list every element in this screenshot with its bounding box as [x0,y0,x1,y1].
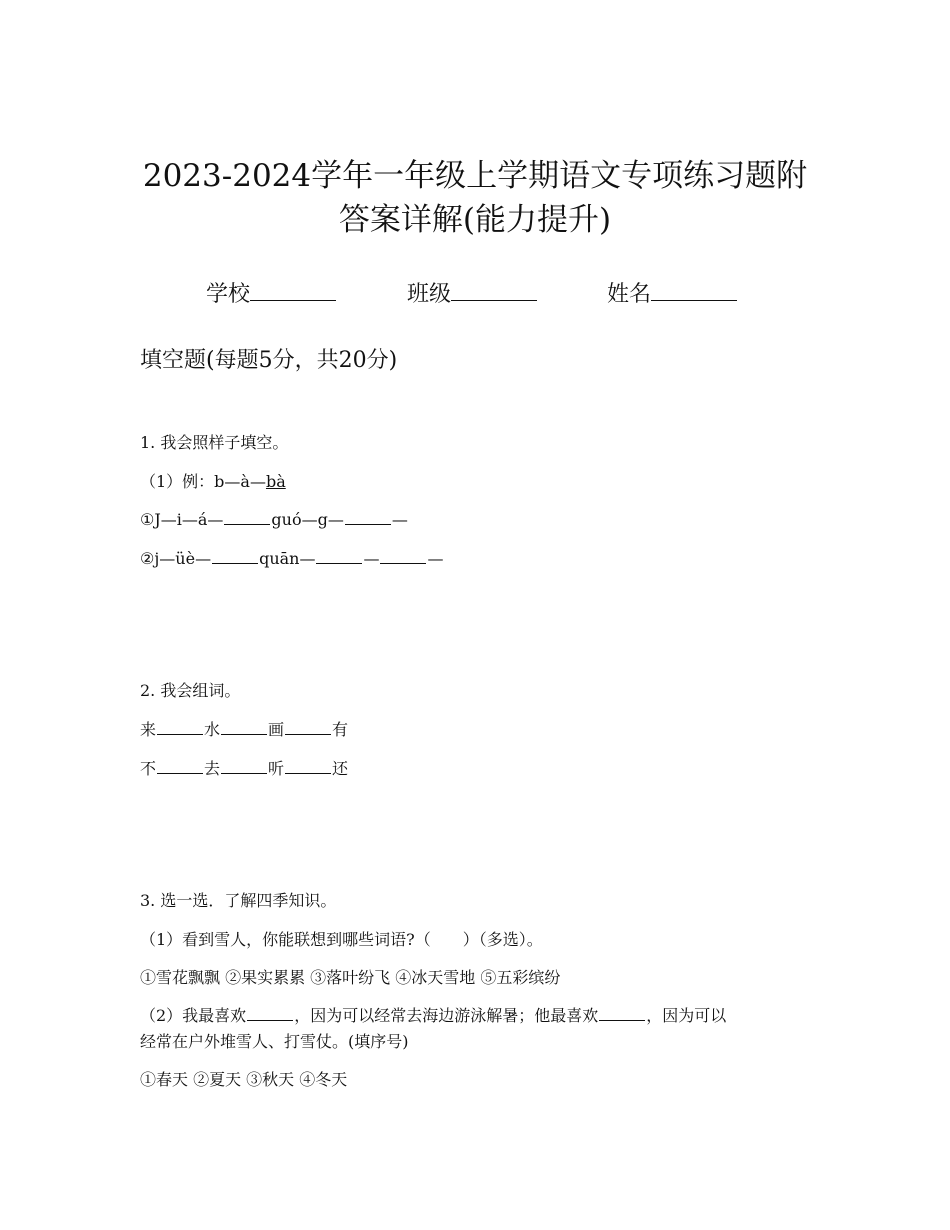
q1-row2-b: quān— [259,549,316,568]
name-field [607,278,737,310]
q2-row-2 [140,757,348,781]
q2-char: 去 [204,759,221,778]
q1-row2-a: ②j—üè— [140,549,212,568]
q1-row1-c: — [391,510,408,529]
section-title: 填空题(每题5分，共20分) [140,348,398,373]
q3-sub-2-line-1 [140,1004,726,1028]
class-blank[interactable] [451,278,537,301]
q1-example-answer: bà [265,472,286,491]
q1-row-1 [140,508,408,532]
q2-char: 来 [140,720,157,739]
q2-char: 听 [268,759,285,778]
q2-blank[interactable] [285,718,331,735]
school-field [206,278,336,310]
q1-row2-d: — [427,549,444,568]
q1-example [140,470,286,494]
q2-char: 有 [332,720,349,739]
q1-row2-blank-1[interactable] [212,547,258,564]
q2-row-1 [140,718,348,742]
school-label: 学校 [206,282,251,307]
q2-stem: 2. 我会组词。 [140,681,241,700]
q3-sub2-c: ，因为可以 [646,1006,727,1025]
class-field [407,278,537,310]
q3-sub2-b: ，因为可以经常去海边游泳解暑；他最喜欢 [294,1006,599,1025]
q1-row1-b: guó—g— [271,510,344,529]
q2-blank[interactable] [221,757,267,774]
q3-options-2: ①春天 ②夏天 ③秋天 ④冬天 [140,1070,348,1089]
name-label: 姓名 [607,282,652,307]
title-line-2: 答案详解(能力提升) [338,202,612,238]
title-line-1: 2023-2024学年一年级上学期语文专项练习题附 [142,158,808,194]
q3-sub-2-line-2: 经常在户外堆雪人、打雪仗。(填序号) [140,1032,409,1051]
q3-options-1: ①雪花飘飘 ②果实累累 ③落叶纷飞 ④冰天雪地 ⑤五彩缤纷 [140,968,561,987]
q3-sub-1: （1）看到雪人，你能联想到哪些词语?（ ）（多选）。 [140,930,543,949]
q2-char: 不 [140,759,157,778]
school-blank[interactable] [250,278,336,301]
q3-sub2-blank-2[interactable] [599,1004,645,1021]
q3-sub2-a: （2）我最喜欢 [140,1006,247,1025]
q1-stem: 1. 我会照样子填空。 [140,433,289,452]
q2-char: 还 [332,759,349,778]
q1-row1-a: ①J—i—á— [140,510,224,529]
q1-example-prefix: （1）例：b—à— [140,472,266,491]
q1-row2-c: — [363,549,380,568]
document-title [120,154,830,242]
name-blank[interactable] [651,278,737,301]
q3-sub2-blank-1[interactable] [247,1004,293,1021]
q2-blank[interactable] [285,757,331,774]
q3-stem: 3. 选一选．了解四季知识。 [140,891,337,910]
q2-char: 画 [268,720,285,739]
q1-row1-blank-1[interactable] [224,508,270,525]
q2-blank[interactable] [157,757,203,774]
q1-row2-blank-2[interactable] [316,547,362,564]
q2-blank[interactable] [157,718,203,735]
class-label: 班级 [407,282,452,307]
q1-row-2 [140,547,443,571]
q2-blank[interactable] [221,718,267,735]
q1-row1-blank-2[interactable] [345,508,391,525]
q2-char: 水 [204,720,221,739]
q1-row2-blank-3[interactable] [380,547,426,564]
